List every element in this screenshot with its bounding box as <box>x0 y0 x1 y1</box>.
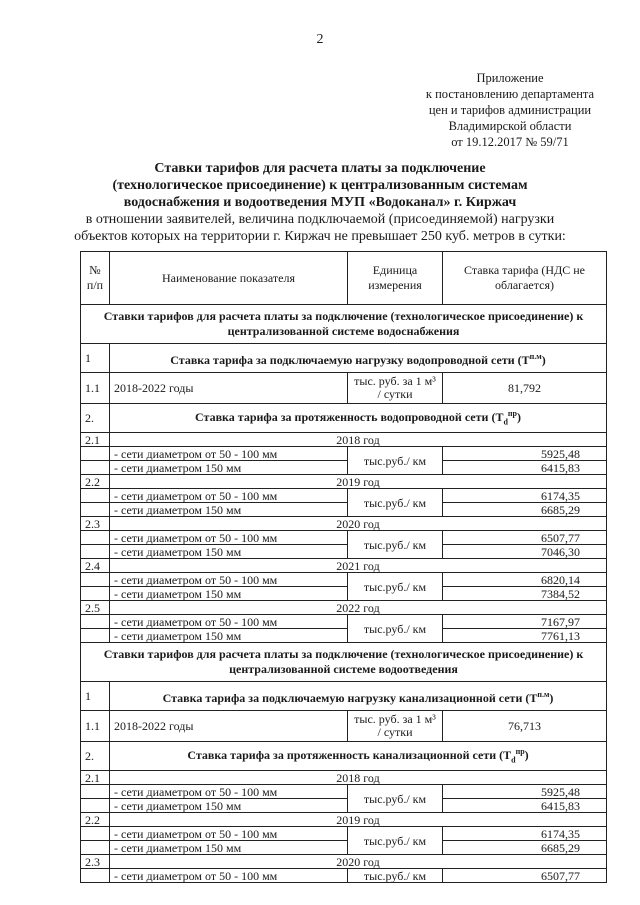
row-number: 2.2 <box>81 813 110 827</box>
rate-value: 6820,14 <box>443 573 607 587</box>
year-row <box>81 601 607 615</box>
appendix-line: Владимирской области <box>448 119 572 133</box>
section-title: Ставки тарифов для расчета платы за подключение (технологическое присоединение) к централизованной системе водоснабжения <box>81 305 607 344</box>
tariff-table <box>80 251 607 883</box>
diameter-label: - сети диаметром 150 мм <box>110 545 348 559</box>
empty-cell <box>81 531 110 545</box>
diameter-label: - сети диаметром от 50 - 100 мм <box>110 785 348 799</box>
rate-value: 7761,13 <box>443 629 607 643</box>
empty-cell <box>81 489 110 503</box>
load-title-cell <box>110 344 607 373</box>
unit-cell: тыс.руб./ км <box>348 615 443 643</box>
unit-cell: тыс.руб./ км <box>348 489 443 517</box>
diameter-label: - сети диаметром 150 мм <box>110 587 348 601</box>
rate-value: 6685,29 <box>443 841 607 855</box>
empty-cell <box>81 799 110 813</box>
row-number: 2.1 <box>81 433 110 447</box>
row-number: 1.1 <box>81 373 110 404</box>
rate-value: 6415,83 <box>443 799 607 813</box>
diameter-row <box>81 629 607 643</box>
tariff-close: ) <box>524 747 529 762</box>
title-line: водоснабжения и водоотведения МУП «Водоканал» г. Киржач <box>123 195 517 210</box>
tariff-subscript: d <box>503 417 508 427</box>
row-number: 2. <box>81 742 110 771</box>
header-rate: Ставка тарифа (НДС не облагается) <box>443 252 607 305</box>
year-label: 2022 год <box>110 601 607 615</box>
diameter-label: - сети диаметром 150 мм <box>110 461 348 475</box>
unit-cell: тыс.руб./ км <box>348 869 443 883</box>
year-label: 2019 год <box>110 475 607 489</box>
year-label: 2018 год <box>110 771 607 785</box>
empty-cell <box>81 587 110 601</box>
page-number: 2 <box>316 32 324 47</box>
diameter-row <box>81 531 607 545</box>
diameter-row <box>81 615 607 629</box>
title-line: (технологическое присоединение) к централизованным системам <box>112 178 528 193</box>
row-number: 2.3 <box>81 855 110 869</box>
tariff-superscript: п.м <box>529 351 542 361</box>
tariff-superscript: пр <box>507 408 517 418</box>
length-rate-row <box>81 404 607 433</box>
rate-value: 5925,48 <box>443 447 607 461</box>
row-number: 2.5 <box>81 601 110 615</box>
diameter-row <box>81 785 607 799</box>
empty-cell <box>81 869 110 883</box>
header-unit: Единица измерения <box>348 252 443 305</box>
rate-value: 6415,83 <box>443 461 607 475</box>
unit-cell: тыс. руб. за 1 м³ / сутки <box>348 373 443 404</box>
appendix-line: Приложение <box>476 71 544 85</box>
row-number: 2. <box>81 404 110 433</box>
year-label: 2019 год <box>110 813 607 827</box>
len-title-cell <box>110 404 607 433</box>
diameter-row <box>81 503 607 517</box>
section-title: Ставки тарифов для расчета платы за подключение (технологическое присоединение) к централизованной системе водоотведения <box>81 643 607 682</box>
empty-cell <box>81 503 110 517</box>
period-row <box>81 373 607 404</box>
year-row <box>81 433 607 447</box>
tariff-close: ) <box>541 352 546 367</box>
len-title-cell <box>110 742 607 771</box>
year-row <box>81 771 607 785</box>
rate-value: 7384,52 <box>443 587 607 601</box>
length-rate-row <box>81 742 607 771</box>
diameter-label: - сети диаметром 150 мм <box>110 629 348 643</box>
section-title-row <box>81 643 607 682</box>
rate-value: 76,713 <box>443 711 607 742</box>
rate-value: 6174,35 <box>443 489 607 503</box>
load-title: Ставка тарифа за подключаемую нагрузку канализационной сети <box>162 690 523 705</box>
appendix-date: от 19.12.2017 № 59/71 <box>451 135 569 149</box>
rate-value: 7167,97 <box>443 615 607 629</box>
period-label: 2018-2022 годы <box>110 373 348 404</box>
empty-cell <box>81 573 110 587</box>
row-number: 2.2 <box>81 475 110 489</box>
appendix-line: к постановлению департамента <box>425 87 595 101</box>
len-title: Ставка тарифа за протяженность канализационной сети <box>187 747 497 762</box>
rate-value: 6685,29 <box>443 503 607 517</box>
empty-cell <box>81 461 110 475</box>
year-label: 2018 год <box>110 433 607 447</box>
rate-value: 6174,35 <box>443 827 607 841</box>
rate-value: 5925,48 <box>443 785 607 799</box>
tariff-superscript: пр <box>515 746 525 756</box>
tariff-symbol: (Т <box>525 690 538 705</box>
diameter-row <box>81 447 607 461</box>
empty-cell <box>81 629 110 643</box>
row-number: 1.1 <box>81 711 110 742</box>
empty-cell <box>81 785 110 799</box>
appendix-line: цен и тарифов администрации <box>428 103 592 117</box>
header-num: № п/п <box>81 252 110 305</box>
diameter-row <box>81 489 607 503</box>
subtitle-line: в отношении заявителей, величина подключаемой (присоединяемой) нагрузки <box>85 212 555 227</box>
empty-cell <box>81 545 110 559</box>
unit-cell: тыс.руб./ км <box>348 531 443 559</box>
tariff-symbol: (Т <box>517 352 530 367</box>
rate-value: 7046,30 <box>443 545 607 559</box>
year-row <box>81 475 607 489</box>
diameter-label: - сети диаметром от 50 - 100 мм <box>110 573 348 587</box>
unit-cell: тыс. руб. за 1 м³ / сутки <box>348 711 443 742</box>
rate-value: 81,792 <box>443 373 607 404</box>
year-label: 2021 год <box>110 559 607 573</box>
unit-cell: тыс.руб./ км <box>348 827 443 855</box>
row-number: 2.3 <box>81 517 110 531</box>
diameter-row <box>81 573 607 587</box>
diameter-row <box>81 461 607 475</box>
row-number: 2.1 <box>81 771 110 785</box>
empty-cell <box>81 615 110 629</box>
empty-cell <box>81 841 110 855</box>
diameter-row <box>81 545 607 559</box>
unit-cell: тыс.руб./ км <box>348 785 443 813</box>
tariff-symbol: (Т <box>499 747 512 762</box>
diameter-row <box>81 869 607 883</box>
tariff-superscript: п.м <box>537 689 550 699</box>
diameter-label: - сети диаметром от 50 - 100 мм <box>110 615 348 629</box>
unit-cell: тыс.руб./ км <box>348 573 443 601</box>
unit-cell: тыс.руб./ км <box>348 447 443 475</box>
diameter-row <box>81 799 607 813</box>
row-number: 1 <box>81 344 110 373</box>
tariff-close: ) <box>516 409 521 424</box>
year-row <box>81 517 607 531</box>
tariff-close: ) <box>549 690 554 705</box>
period-row <box>81 711 607 742</box>
document-title <box>70 160 570 245</box>
empty-cell <box>81 447 110 461</box>
tariff-subscript: d <box>511 755 516 765</box>
header-name: Наименование показателя <box>110 252 348 305</box>
year-label: 2020 год <box>110 855 607 869</box>
diameter-label: - сети диаметром от 50 - 100 мм <box>110 827 348 841</box>
tariff-symbol: (Т <box>491 409 504 424</box>
diameter-row <box>81 587 607 601</box>
row-number: 1 <box>81 682 110 711</box>
year-label: 2020 год <box>110 517 607 531</box>
load-rate-row <box>81 344 607 373</box>
section-title-row <box>81 305 607 344</box>
diameter-label: - сети диаметром от 50 - 100 мм <box>110 531 348 545</box>
year-row <box>81 559 607 573</box>
rate-value: 6507,77 <box>443 869 607 883</box>
subtitle-line: объектов которых на территории г. Киржач не превышает 250 куб. метров в сутки: <box>74 229 566 244</box>
diameter-label: - сети диаметром от 50 - 100 мм <box>110 869 348 883</box>
diameter-label: - сети диаметром от 50 - 100 мм <box>110 489 348 503</box>
appendix-block <box>402 70 618 150</box>
load-title-cell <box>110 682 607 711</box>
load-rate-row <box>81 682 607 711</box>
year-row <box>81 813 607 827</box>
table-header-row <box>81 252 607 305</box>
title-line: Ставки тарифов для расчета платы за подключение <box>154 161 486 176</box>
diameter-label: - сети диаметром 150 мм <box>110 503 348 517</box>
load-title: Ставка тарифа за подключаемую нагрузку водопроводной сети <box>170 352 515 367</box>
empty-cell <box>81 827 110 841</box>
diameter-label: - сети диаметром 150 мм <box>110 799 348 813</box>
rate-value: 6507,77 <box>443 531 607 545</box>
len-title: Ставка тарифа за протяженность водопроводной сети <box>195 409 489 424</box>
diameter-label: - сети диаметром 150 мм <box>110 841 348 855</box>
diameter-label: - сети диаметром от 50 - 100 мм <box>110 447 348 461</box>
year-row <box>81 855 607 869</box>
diameter-row <box>81 827 607 841</box>
period-label: 2018-2022 годы <box>110 711 348 742</box>
diameter-row <box>81 841 607 855</box>
row-number: 2.4 <box>81 559 110 573</box>
